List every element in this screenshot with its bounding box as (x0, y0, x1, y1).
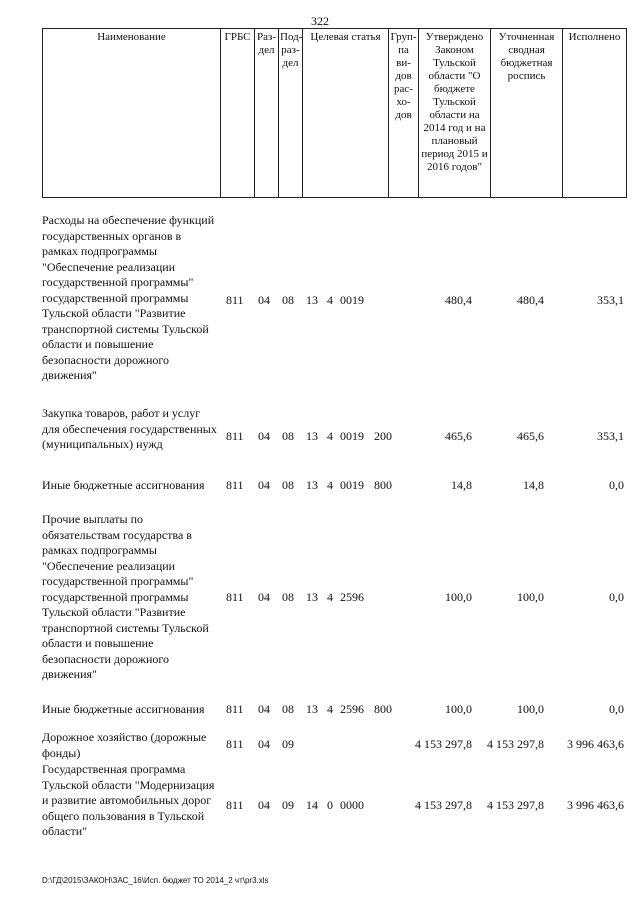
row-grbs: 811 (226, 798, 244, 812)
row-refined: 4 153 297,8 (487, 798, 544, 812)
row-target-2: 4 (327, 702, 333, 716)
row-razdel: 04 (258, 478, 270, 492)
row-grbs: 811 (226, 478, 244, 492)
table-header (42, 28, 627, 198)
header-refined: Уточненная сводная бюджетная роспись (491, 29, 563, 198)
row-name: Иные бюджетные ассигнования (42, 478, 205, 492)
table-row (42, 478, 626, 496)
row-razdel: 04 (258, 702, 270, 716)
row-target-3: 0019 (340, 478, 364, 492)
header-executed: Исполнено (563, 29, 627, 198)
row-razdel: 04 (258, 429, 270, 443)
row-podrazdel: 09 (282, 737, 294, 751)
row-podrazdel: 09 (282, 798, 294, 812)
row-target-3: 0019 (340, 429, 364, 443)
header-podrazdel: Под- раз- дел (279, 29, 303, 198)
row-name: Иные бюджетные ассигнования (42, 702, 205, 716)
header-name: Наименование (43, 29, 221, 198)
header-group: Груп- па ви- дов рас- хо- дов (389, 29, 419, 198)
row-executed: 3 996 463,6 (567, 798, 624, 812)
row-grbs: 811 (226, 702, 244, 716)
row-refined: 100,0 (517, 590, 544, 604)
row-target-1: 14 (306, 798, 318, 812)
row-razdel: 04 (258, 798, 270, 812)
row-group: 800 (374, 478, 392, 492)
row-target-1: 13 (306, 702, 318, 716)
row-target-2: 4 (327, 478, 333, 492)
row-grbs: 811 (226, 429, 244, 443)
table-row (42, 512, 626, 688)
row-group: 800 (374, 702, 392, 716)
row-target-1: 13 (306, 293, 318, 307)
row-approved: 100,0 (445, 702, 472, 716)
header-grbs: ГРБС (221, 29, 255, 198)
row-executed: 0,0 (609, 590, 624, 604)
row-grbs: 811 (226, 737, 244, 751)
row-podrazdel: 08 (282, 429, 294, 443)
row-grbs: 811 (226, 590, 244, 604)
row-refined: 14,8 (523, 478, 544, 492)
row-approved: 465,6 (445, 429, 472, 443)
page-number: 322 (311, 14, 329, 28)
table-row (42, 702, 626, 720)
row-grbs: 811 (226, 293, 244, 307)
header-razdel: Раз- дел (255, 29, 279, 198)
row-executed: 3 996 463,6 (567, 737, 624, 751)
row-name: Государственная программа Тульской области "Модернизация и развитие автомобильных дорог общего пользования в Тульской области" (42, 762, 215, 838)
row-approved: 480,4 (445, 293, 472, 307)
row-target-1: 13 (306, 590, 318, 604)
table-row (42, 762, 626, 856)
row-podrazdel: 08 (282, 478, 294, 492)
row-approved: 14,8 (451, 478, 472, 492)
row-podrazdel: 08 (282, 702, 294, 716)
row-target-3: 2596 (340, 590, 364, 604)
row-target-2: 4 (327, 590, 333, 604)
row-target-1: 13 (306, 478, 318, 492)
table-row (42, 213, 626, 388)
row-name: Расходы на обеспечение функций государственных органов в рамках подпрограммы "Обеспечение реализации государственной программы" государственной программы Тульской области "Развитие транспортной системы Тульской области и повышение безопасности дорожного движения" (42, 213, 215, 382)
row-razdel: 04 (258, 737, 270, 751)
row-razdel: 04 (258, 590, 270, 604)
row-target-2: 4 (327, 429, 333, 443)
row-podrazdel: 08 (282, 293, 294, 307)
row-name: Прочие выплаты по обязательствам государства в рамках подпрограммы "Обеспечение реализации государственной программы" государственной программы Тульской области "Развитие транспортной системы Тульской области и повышение безопасности дорожного движения" (42, 512, 209, 681)
row-executed: 0,0 (609, 702, 624, 716)
row-name: Дорожное хозяйство (дорожные фонды) (42, 730, 207, 760)
row-razdel: 04 (258, 293, 270, 307)
row-refined: 465,6 (517, 429, 544, 443)
row-approved: 4 153 297,8 (415, 737, 472, 751)
row-group: 200 (374, 429, 392, 443)
row-refined: 480,4 (517, 293, 544, 307)
row-name: Закупка товаров, работ и услуг для обеспечения государственных (муниципальных) нужд (42, 406, 217, 451)
row-executed: 353,1 (597, 429, 624, 443)
row-target-2: 0 (327, 798, 333, 812)
row-approved: 4 153 297,8 (415, 798, 472, 812)
header-approved: Утверждено Законом Тульской области "О бюджете Тульской области на 2014 год и на плановый период 2015 и 2016 годов" (419, 29, 491, 198)
header-target: Целевая статья (303, 29, 389, 198)
row-executed: 0,0 (609, 478, 624, 492)
row-executed: 353,1 (597, 293, 624, 307)
file-path-footer: D:\ГД\2015\ЗАКОН\ЗАС_16\Исп. бюджет ТО 2014_2 чт\pr3.xls (42, 876, 269, 885)
table-row (42, 730, 626, 762)
row-target-2: 4 (327, 293, 333, 307)
row-target-3: 0000 (340, 798, 364, 812)
row-podrazdel: 08 (282, 590, 294, 604)
row-refined: 4 153 297,8 (487, 737, 544, 751)
table-row (42, 406, 626, 470)
row-target-1: 13 (306, 429, 318, 443)
row-refined: 100,0 (517, 702, 544, 716)
row-target-3: 2596 (340, 702, 364, 716)
row-target-3: 0019 (340, 293, 364, 307)
row-approved: 100,0 (445, 590, 472, 604)
